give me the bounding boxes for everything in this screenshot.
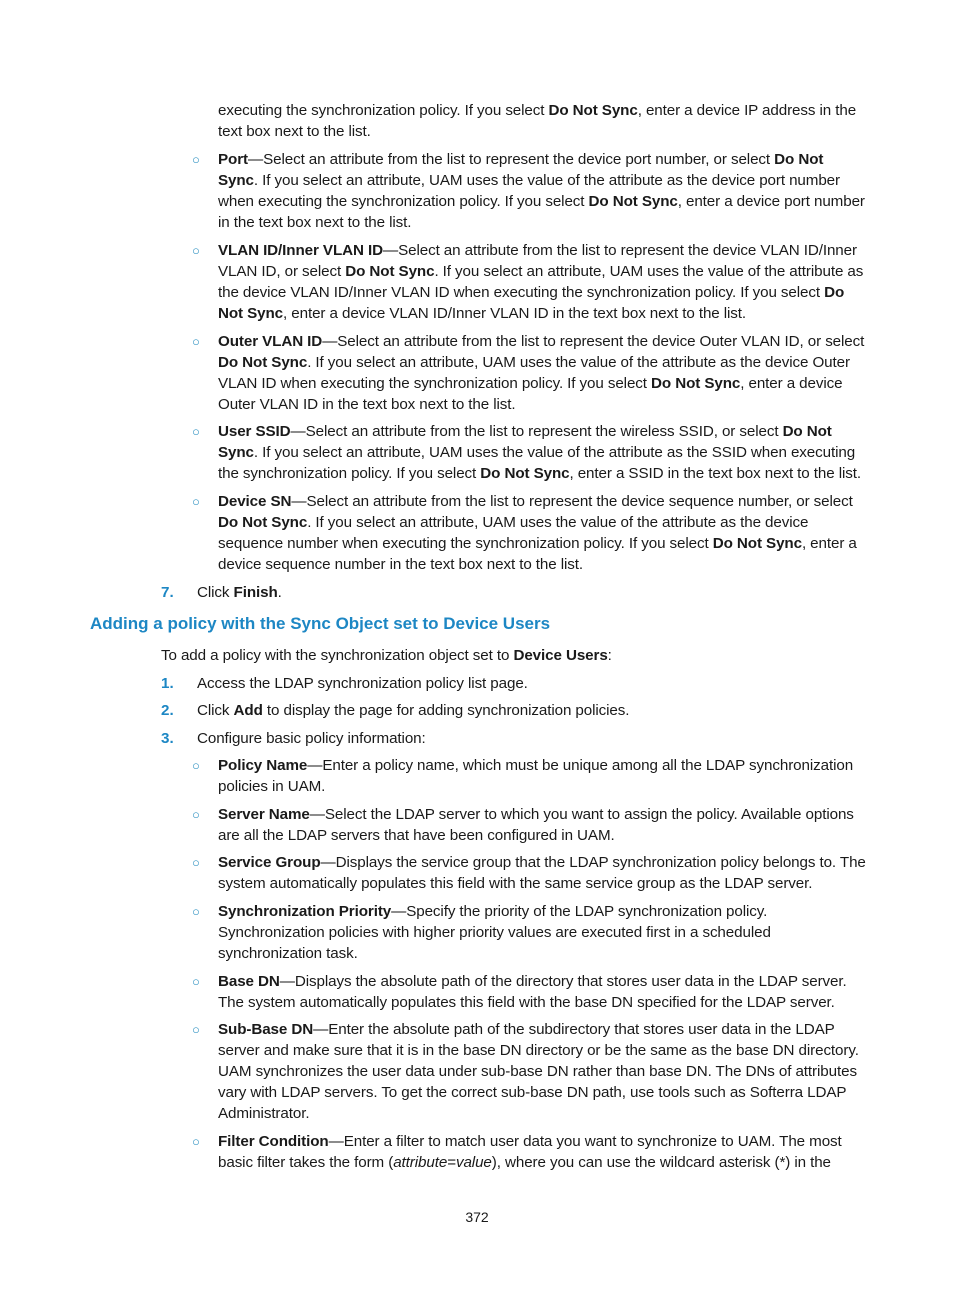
sub-item-text: —Enter a policy name, which must be unique among all the LDAP synchronization policies in UAM. xyxy=(218,757,854,795)
sub-item-text: —Select an attribute from the list to represent the device sequence number, or select xyxy=(291,493,853,510)
sub-item-text: ), where you can use the wildcard asterisk (*) in the xyxy=(491,1154,831,1171)
bullet-icon: ○ xyxy=(192,494,200,509)
sub-item-bold: Do Not Sync xyxy=(218,354,308,371)
bullet-icon: ○ xyxy=(192,904,200,919)
sub-item-sync-priority xyxy=(218,901,866,964)
step-text: Access the LDAP synchronization policy list page. xyxy=(197,675,528,692)
sub-item-text: . If you select an attribute, UAM uses the value of the attribute as the device Outer VLAN ID when executing the synchronization policy. If you select xyxy=(218,354,850,392)
intro-text-end: , enter a device IP address in the text box next to the list. xyxy=(218,102,857,140)
step-2 xyxy=(197,700,866,721)
sub-item-policy-name xyxy=(218,755,866,797)
step-7 xyxy=(197,582,866,603)
bullet-icon: ○ xyxy=(192,1134,200,1149)
step-number: 7. xyxy=(161,584,174,601)
sub-item-device-sn xyxy=(218,491,866,575)
sub-item-text: —Select the LDAP server to which you want to assign the policy. Available options are all the LDAP servers that have been configured in UAM. xyxy=(218,806,854,844)
sub-item-bold: Do Not Sync xyxy=(345,263,435,280)
sub-item-term: Server Name xyxy=(218,806,310,823)
sub-item-text: , enter a device Outer VLAN ID in the text box next to the list. xyxy=(218,375,843,413)
sub-item-text: , enter a device VLAN ID/Inner VLAN ID in the text box next to the list. xyxy=(283,305,747,322)
lead-bold: Device Users xyxy=(513,647,608,664)
bullet-icon: ○ xyxy=(192,424,200,439)
sub-item-bold: Do Not Sync xyxy=(218,151,824,189)
bullet-icon: ○ xyxy=(192,152,200,167)
sub-item-text: , enter a device sequence number in the text box next to the list. xyxy=(218,535,857,573)
sub-item-text: . If you select an attribute, UAM uses the value of the attribute as the SSID when executing the synchronization policy. If you select xyxy=(218,444,856,482)
sub-item-text: —Displays the absolute path of the directory that stores user data in the LDAP server. The system automatically populates this field with the base DN specified for the LDAP server. xyxy=(218,973,847,1011)
sub-item-text: . If you select an attribute, UAM uses the value of the attribute as the device port number when executing the synchronization policy. If you select xyxy=(218,172,840,210)
bullet-icon: ○ xyxy=(192,243,200,258)
sub-item-text: —Specify the priority of the LDAP synchronization policy. Synchronization policies with higher priority values are executed first in a scheduled synchronization task. xyxy=(218,903,771,962)
section-heading: Adding a policy with the Sync Object set to Device Users xyxy=(90,614,551,633)
step-number: 3. xyxy=(161,730,174,747)
step-number: 2. xyxy=(161,702,174,719)
sub-item-text: = xyxy=(447,1154,456,1171)
intro-text: executing the synchronization policy. If you select xyxy=(218,102,549,119)
lead-text-end: : xyxy=(607,647,612,664)
sub-item-text: —Select an attribute from the list to represent the device Outer VLAN ID, or select xyxy=(322,333,865,350)
sub-item-port xyxy=(218,149,866,233)
sub-item-term: Synchronization Priority xyxy=(218,903,392,920)
bullet-icon: ○ xyxy=(192,807,200,822)
sub-item-filter-condition xyxy=(218,1131,866,1173)
bullet-icon: ○ xyxy=(192,974,200,989)
sub-item-bold: Do Not Sync xyxy=(218,514,308,531)
intro-bold: Do Not Sync xyxy=(548,102,638,119)
step-3 xyxy=(197,728,866,749)
sub-item-text: , enter a SSID in the text box next to the list. xyxy=(569,465,861,482)
lead-paragraph xyxy=(161,645,866,666)
sub-item-text: . If you select an attribute, UAM uses the value of the attribute as the device VLAN ID/Inner VLAN ID when executing the synchronization policy. If you select xyxy=(218,263,864,301)
sub-item-term: Service Group xyxy=(218,854,321,871)
sub-item-term: Filter Condition xyxy=(218,1133,329,1150)
sub-item-text: —Displays the service group that the LDAP synchronization policy belongs to. The system automatically populates this field with the same service group as the LDAP server. xyxy=(218,854,866,892)
step-number: 1. xyxy=(161,675,174,692)
sub-item-bold: Do Not Sync xyxy=(588,193,678,210)
step-bold: Finish xyxy=(233,584,278,601)
step-text: Click xyxy=(197,702,234,719)
sub-item-base-dn xyxy=(218,971,866,1013)
sub-item-sub-base-dn xyxy=(218,1019,866,1124)
step-text-end: to display the page for adding synchronization policies. xyxy=(262,702,630,719)
sub-item-text: —Select an attribute from the list to represent the device port number, or select xyxy=(247,151,775,168)
sub-item-user-ssid xyxy=(218,421,866,484)
sub-item-term: Policy Name xyxy=(218,757,308,774)
step-text-end: . xyxy=(277,584,282,601)
sub-item-outer-vlan-id xyxy=(218,331,866,415)
sub-item-term: User SSID xyxy=(218,423,291,440)
bullet-icon: ○ xyxy=(192,855,200,870)
sub-item-bold: Do Not Sync xyxy=(480,465,570,482)
page-number: 372 xyxy=(465,1209,489,1225)
sub-item-text: . If you select an attribute, UAM uses the value of the attribute as the device sequence number when executing the synchronization policy. If you select xyxy=(218,514,809,552)
sub-item-service-group xyxy=(218,852,866,894)
sub-item-text: —Enter the absolute path of the subdirectory that stores user data in the LDAP server and make sure that it is in the base DN directory or be the same as the base DN directory. UAM synchronizes the user data under sub-base DN rather than base DN. The DNs of attributes vary with LDAP servers. To get the correct sub-base DN path, use tools such as Softerra LDAP Administrator. xyxy=(218,1021,859,1122)
sub-item-term: Port xyxy=(218,151,248,168)
sub-item-bold: Do Not Sync xyxy=(218,284,845,322)
step-text: Configure basic policy information: xyxy=(197,730,426,747)
sub-item-italic: value xyxy=(455,1154,492,1171)
sub-item-term: Sub-Base DN xyxy=(218,1021,314,1038)
sub-item-italic: attribute xyxy=(393,1154,448,1171)
sub-item-term: Base DN xyxy=(218,973,280,990)
sub-item-vlan-id xyxy=(218,240,866,324)
sub-item-bold: Do Not Sync xyxy=(651,375,741,392)
sub-item-server-name xyxy=(218,804,866,846)
sub-item-term: VLAN ID/Inner VLAN ID xyxy=(218,242,383,259)
sub-item-term: Device SN xyxy=(218,493,292,510)
sub-item-text: —Select an attribute from the list to represent the wireless SSID, or select xyxy=(290,423,783,440)
sub-item-text: , enter a device port number in the text box next to the list. xyxy=(218,193,865,231)
bullet-icon: ○ xyxy=(192,334,200,349)
sub-item-bold: Do Not Sync xyxy=(712,535,802,552)
sub-item-bold: Do Not Sync xyxy=(218,423,832,461)
step-1 xyxy=(197,673,866,694)
bullet-icon: ○ xyxy=(192,758,200,773)
bullet-icon: ○ xyxy=(192,1022,200,1037)
intro-paragraph xyxy=(218,100,866,142)
step-text: Click xyxy=(197,584,234,601)
sub-item-text: —Select an attribute from the list to represent the device VLAN ID/Inner VLAN ID, or select xyxy=(218,242,857,280)
lead-text: To add a policy with the synchronization object set to xyxy=(161,647,514,664)
sub-item-term: Outer VLAN ID xyxy=(218,333,323,350)
step-bold: Add xyxy=(233,702,263,719)
sub-item-text: —Enter a filter to match user data you want to synchronize to UAM. The most basic filter takes the form ( xyxy=(218,1133,842,1171)
